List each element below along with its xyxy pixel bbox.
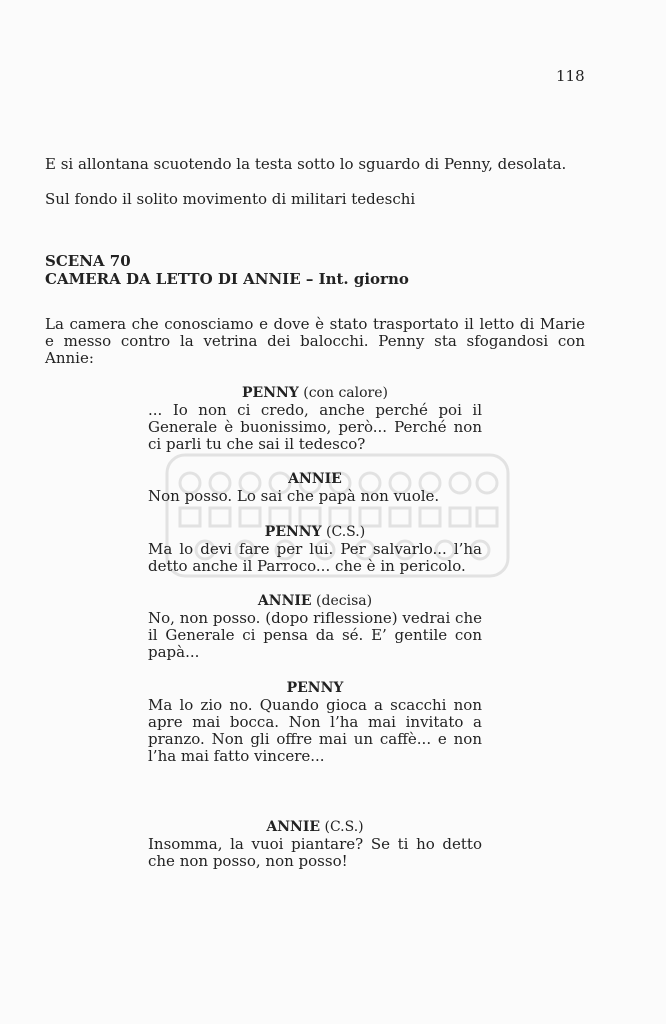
scene-number: SCENA 70 xyxy=(45,252,131,270)
speaker-name: ANNIE xyxy=(257,593,312,609)
scene-location: CAMERA DA LETTO DI ANNIE – Int. giorno xyxy=(45,270,409,288)
speaker-name: PENNY xyxy=(242,385,299,401)
speaker-direction: (decisa) xyxy=(311,593,373,609)
scene-description: La camera che conosciamo e dove è stato trasportato il letto di Marie e messo contro la vetrina dei balocchi. Penny sta sfogandosi con Annie: xyxy=(45,315,585,367)
speaker-line xyxy=(148,818,482,836)
speaker-direction: (C.S.) xyxy=(320,819,364,835)
dialogue-text: Insomma, la vuoi piantare? Se ti ho detto che non posso, non posso! xyxy=(148,835,482,870)
dialogue-text: No, non posso. (dopo riflessione) vedrai che il Generale ci pensa da sé. E’ gentile con papà... xyxy=(148,609,482,661)
scene-heading xyxy=(45,252,409,288)
speaker-line xyxy=(148,470,482,488)
dialogue-block xyxy=(148,523,482,575)
speaker-name: PENNY xyxy=(264,524,322,540)
action-paragraph: E si allontana scuotendo la testa sotto lo sguardo di Penny, desolata. xyxy=(45,155,567,173)
speaker-line xyxy=(148,592,482,610)
dialogue-block xyxy=(148,592,482,661)
dialogue-text: Ma lo zio no. Quando gioca a scacchi non apre mai bocca. Non l’ha mai invitato a pranzo. Non gli offre mai un caffè... e non l’ha mai fatto vincere... xyxy=(148,696,482,765)
speaker-name: ANNIE xyxy=(288,471,342,487)
action-paragraph: Sul fondo il solito movimento di militari tedeschi xyxy=(45,190,416,208)
dialogue-block xyxy=(148,384,482,453)
speaker-name: PENNY xyxy=(286,680,344,696)
dialogue-block xyxy=(148,679,482,765)
dialogue-text: ... Io non ci credo, anche perché poi il Generale è buonissimo, però... Perché non ci parli tu che sai il tedesco? xyxy=(148,401,482,453)
dialogue-block xyxy=(148,818,482,870)
speaker-line xyxy=(148,523,482,541)
dialogue-text: Non posso. Lo sai che papà non vuole. xyxy=(148,487,440,505)
speaker-direction: (C.S.) xyxy=(321,524,366,540)
speaker-name: ANNIE xyxy=(266,819,321,835)
speaker-line xyxy=(148,384,482,402)
speaker-direction: (con calore) xyxy=(298,385,388,401)
page-number: 118 xyxy=(556,67,585,85)
dialogue-block xyxy=(148,470,482,505)
dialogue-text: Ma lo devi fare per lui. Per salvarlo... l’ha detto anche il Parroco... che è in pericolo. xyxy=(148,540,482,575)
speaker-line xyxy=(148,679,482,697)
